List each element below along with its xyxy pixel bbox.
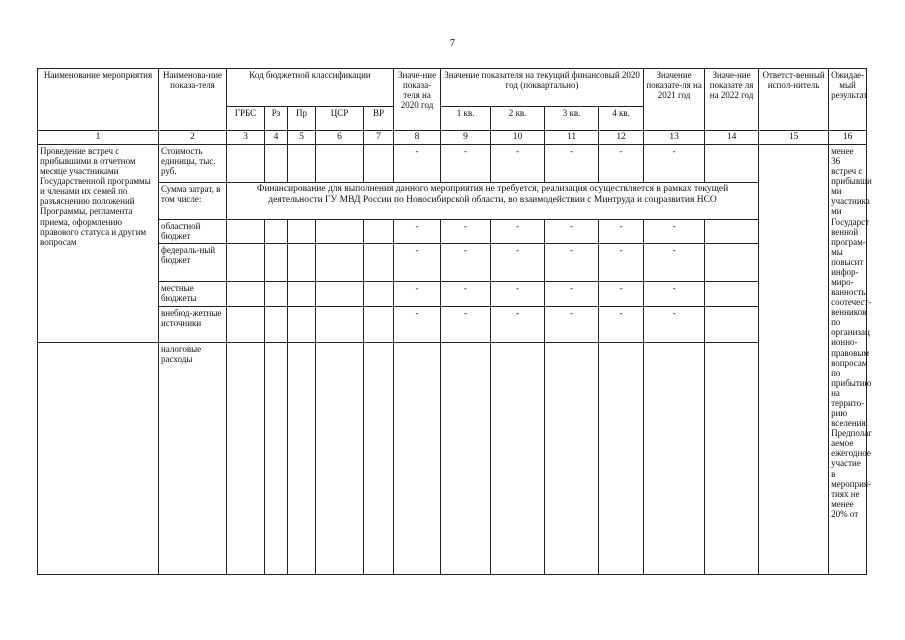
dash: - bbox=[441, 220, 491, 244]
dash: - bbox=[441, 307, 491, 343]
row-label-federal: федераль-ный бюджет bbox=[159, 244, 227, 282]
header-indicator-name: Наименова-ние показа-теля bbox=[159, 69, 227, 131]
col-num: 11 bbox=[545, 131, 599, 145]
col-num: 3 bbox=[227, 131, 265, 145]
dash: - bbox=[545, 145, 599, 183]
header-rz: Рз bbox=[265, 107, 288, 131]
dash: - bbox=[441, 244, 491, 282]
header-vr: ВР bbox=[364, 107, 394, 131]
dash: - bbox=[491, 307, 545, 343]
header-expected-result: Ожидае-мый результат bbox=[829, 69, 867, 131]
header-q3: 3 кв. bbox=[545, 107, 599, 131]
header-value-2020: Значе-ние показа-теля на 2020 год bbox=[394, 69, 441, 131]
dash: - bbox=[599, 307, 644, 343]
dash: - bbox=[644, 307, 705, 343]
col-num: 14 bbox=[705, 131, 759, 145]
dash: - bbox=[545, 244, 599, 282]
dash: - bbox=[394, 282, 441, 307]
column-number-row bbox=[38, 131, 867, 145]
row-label-cost: Стоимость единицы, тыс. руб. bbox=[159, 145, 227, 183]
dash: - bbox=[545, 307, 599, 343]
dash: - bbox=[644, 145, 705, 183]
header-pr: Пр bbox=[288, 107, 316, 131]
col-num: 2 bbox=[159, 131, 227, 145]
program-table bbox=[37, 68, 872, 575]
dash: - bbox=[599, 145, 644, 183]
dash: - bbox=[491, 282, 545, 307]
page-number: 7 bbox=[450, 38, 455, 49]
header-q2: 2 кв. bbox=[491, 107, 545, 131]
header-responsible: Ответст-венный испол-нитель bbox=[759, 69, 829, 131]
col-num: 13 bbox=[644, 131, 705, 145]
dash: - bbox=[545, 220, 599, 244]
dash: - bbox=[394, 145, 441, 183]
row-label-tax: налоговые расходы bbox=[159, 343, 227, 575]
row-label-extrabudget: внебюд-жетные источники bbox=[159, 307, 227, 343]
row-label-local: местные бюджеты bbox=[159, 282, 227, 307]
funding-note: Финансирование для выполнения данного мероприятия не требуется, реализация осуществляется в рамках текущей деятельности ГУ МВД России по Новосибирской области, во взаимодействии с Минтруда и соцразвития НСО bbox=[227, 183, 759, 220]
col-num: 9 bbox=[441, 131, 491, 145]
col-num: 6 bbox=[316, 131, 364, 145]
col-num: 4 bbox=[265, 131, 288, 145]
col-num: 7 bbox=[364, 131, 394, 145]
col-num: 5 bbox=[288, 131, 316, 145]
dash: - bbox=[394, 307, 441, 343]
dash: - bbox=[441, 282, 491, 307]
header-value-2021: Значение показате-ля на 2021 год bbox=[644, 69, 705, 131]
row-label-total: Сумма затрат, в том числе: bbox=[159, 183, 227, 220]
col-num: 16 bbox=[829, 131, 867, 145]
header-q4: 4 кв. bbox=[599, 107, 644, 131]
dash: - bbox=[644, 244, 705, 282]
dash: - bbox=[441, 145, 491, 183]
header-q1: 1 кв. bbox=[441, 107, 491, 131]
event-name-cell: Проведение встреч с прибывшими в отчетном месяце участниками Государственной программы и членами их семей по разъяснению положений Программы, регламента приема, оформлению правового статуса и другим вопросам bbox=[38, 145, 159, 343]
dash: - bbox=[491, 244, 545, 282]
header-current-year-quarterly: Значение показателя на текущий финансовый 2020 год (поквартально) bbox=[441, 69, 644, 107]
expected-result-cell: менее 36 встреч с прибывши ми участника ми Государст венной програм-мы повысит инфор-миро-ванность соотечест-венников по организац ионно-правовым вопросам по прибытию на террито-рию вселения. Предполаг аемое ежегодное участие в мероприя-тиях не менее 20% от bbox=[829, 145, 867, 575]
col-num: 8 bbox=[394, 131, 441, 145]
dash: - bbox=[644, 282, 705, 307]
col-num: 12 bbox=[599, 131, 644, 145]
dash: - bbox=[491, 220, 545, 244]
dash: - bbox=[599, 244, 644, 282]
col-num: 1 bbox=[38, 131, 159, 145]
col-num: 15 bbox=[759, 131, 829, 145]
dash: - bbox=[644, 220, 705, 244]
dash: - bbox=[394, 220, 441, 244]
dash: - bbox=[545, 282, 599, 307]
header-grbs: ГРБС bbox=[227, 107, 265, 131]
dash: - bbox=[599, 220, 644, 244]
col-num: 10 bbox=[491, 131, 545, 145]
header-budget-classification: Код бюджетной классификации bbox=[227, 69, 394, 107]
header-event-name: Наименование мероприятия bbox=[38, 69, 159, 131]
dash: - bbox=[599, 282, 644, 307]
header-csr: ЦСР bbox=[316, 107, 364, 131]
header-value-2022: Значе-ние показате ля на 2022 год bbox=[705, 69, 759, 131]
dash: - bbox=[394, 244, 441, 282]
row-label-regional: областной бюджет bbox=[159, 220, 227, 244]
dash: - bbox=[491, 145, 545, 183]
